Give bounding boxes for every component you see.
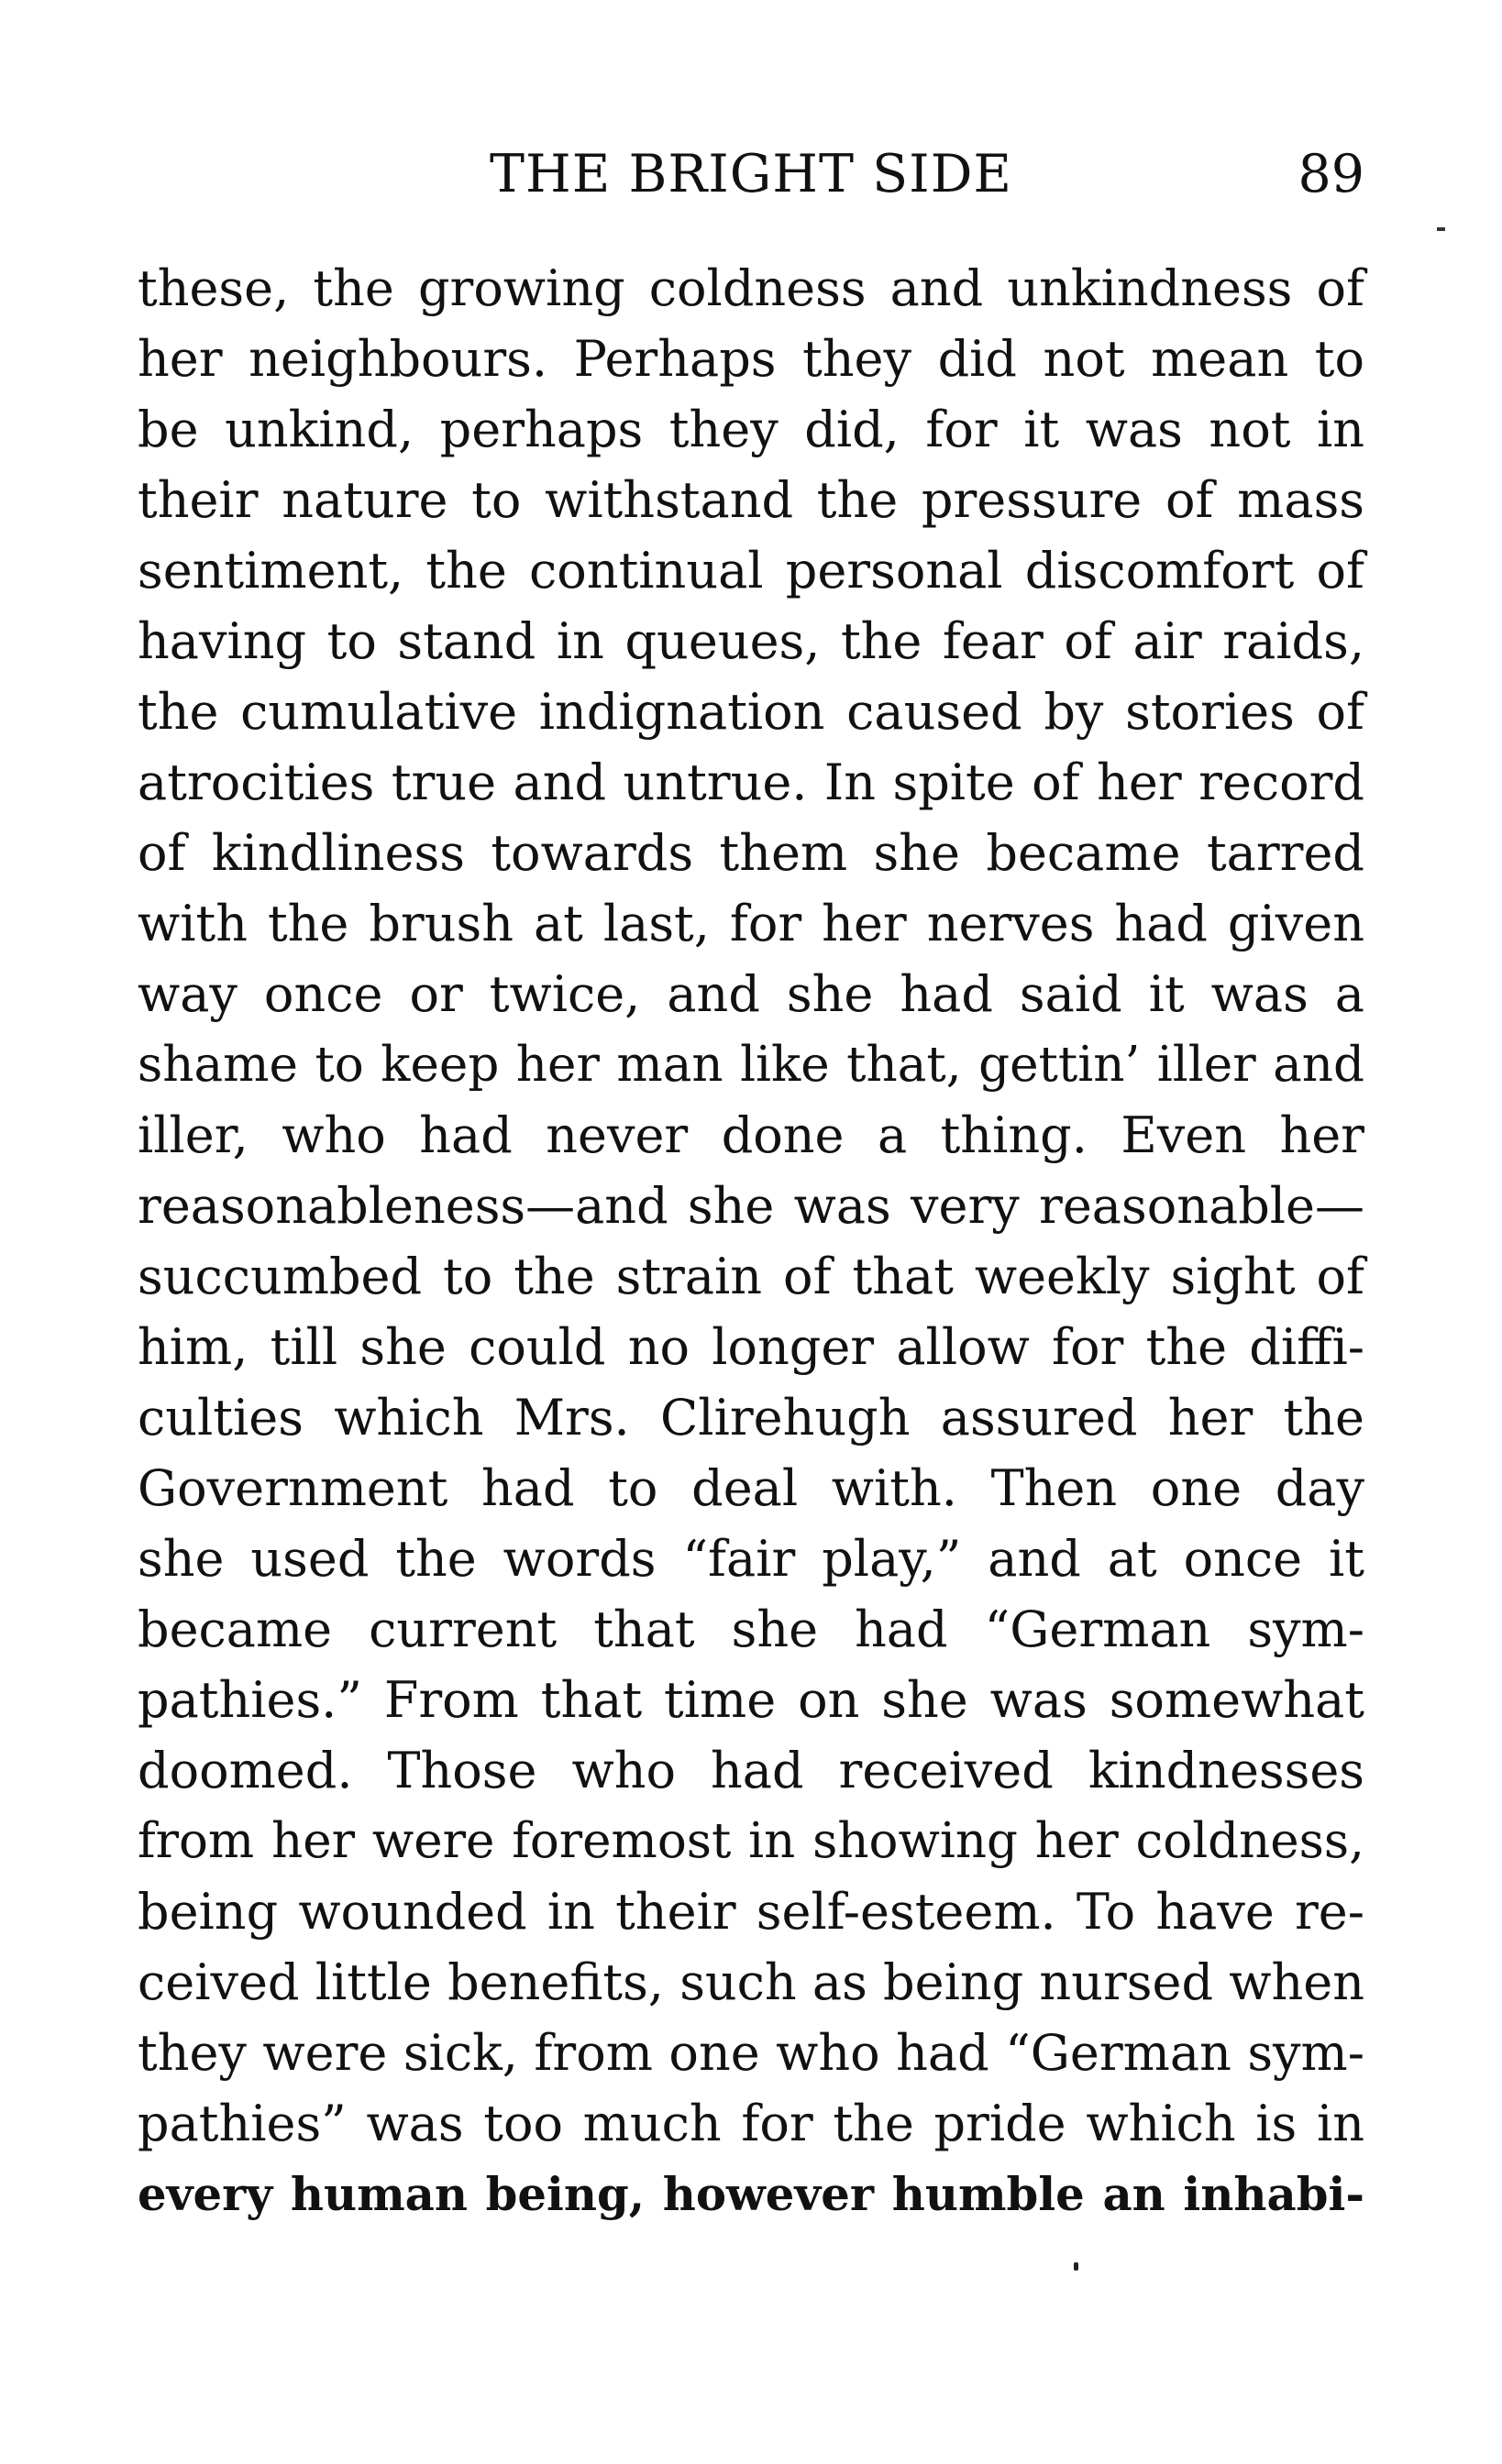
text-line: having to stand in queues, the fear of air raids,	[138, 612, 1364, 670]
text-line: became current that she had “German sym-	[138, 1600, 1364, 1658]
text-line: of kindliness towards them she became tarred	[138, 824, 1364, 882]
text-line: their nature to withstand the pressure of mass	[138, 471, 1364, 529]
text-line: iller, who had never done a thing. Even her	[138, 1106, 1364, 1164]
text-line: sentiment, the continual personal discomfort of	[138, 542, 1364, 600]
body-text	[138, 253, 1364, 2229]
text-line: atrocities true and untrue. In spite of her record	[138, 754, 1364, 811]
text-line: these, the growing coldness and unkindness of	[138, 259, 1364, 317]
text-line: him, till she could no longer allow for the diffi-	[138, 1318, 1364, 1376]
text-line: they were sick, from one who had “German sym-	[138, 2024, 1364, 2082]
text-line: ceived little benefits, such as being nursed when	[138, 1953, 1364, 2011]
text-line: being wounded in their self-esteem. To have re-	[138, 1883, 1364, 1941]
text-line: pathies.” From that time on she was somewhat	[138, 1671, 1364, 1729]
text-line: every human being, however humble an inhabi-	[138, 2167, 1364, 2221]
text-line: reasonableness—and she was very reasonable—	[138, 1177, 1364, 1235]
page-number: 89	[1298, 144, 1364, 204]
margin-mark	[1437, 227, 1445, 231]
text-line: Government had to deal with. Then one day	[138, 1459, 1364, 1517]
text-line: pathies” was too much for the pride which is in	[138, 2095, 1364, 2152]
text-line: way once or twice, and she had said it was a	[138, 965, 1364, 1023]
text-line: be unkind, perhaps they did, for it was not in	[138, 401, 1364, 458]
text-line: the cumulative indignation caused by stories of	[138, 683, 1364, 741]
text-line: her neighbours. Perhaps they did not mean to	[138, 330, 1364, 388]
running-title: THE BRIGHT SIDE	[489, 144, 1013, 204]
ink-speck	[1074, 2262, 1078, 2271]
text-line: from her were foremost in showing her coldness,	[138, 1812, 1364, 1869]
text-line: shame to keep her man like that, gettin’ iller and	[138, 1036, 1364, 1093]
text-line: culties which Mrs. Clirehugh assured her the	[138, 1389, 1364, 1446]
text-line: she used the words “fair play,” and at once it	[138, 1530, 1364, 1588]
text-line: doomed. Those who had received kindnesses	[138, 1742, 1364, 1799]
text-line: with the brush at last, for her nerves had given	[138, 895, 1364, 952]
running-head	[138, 138, 1364, 211]
text-line: succumbed to the strain of that weekly sight of	[138, 1248, 1364, 1305]
